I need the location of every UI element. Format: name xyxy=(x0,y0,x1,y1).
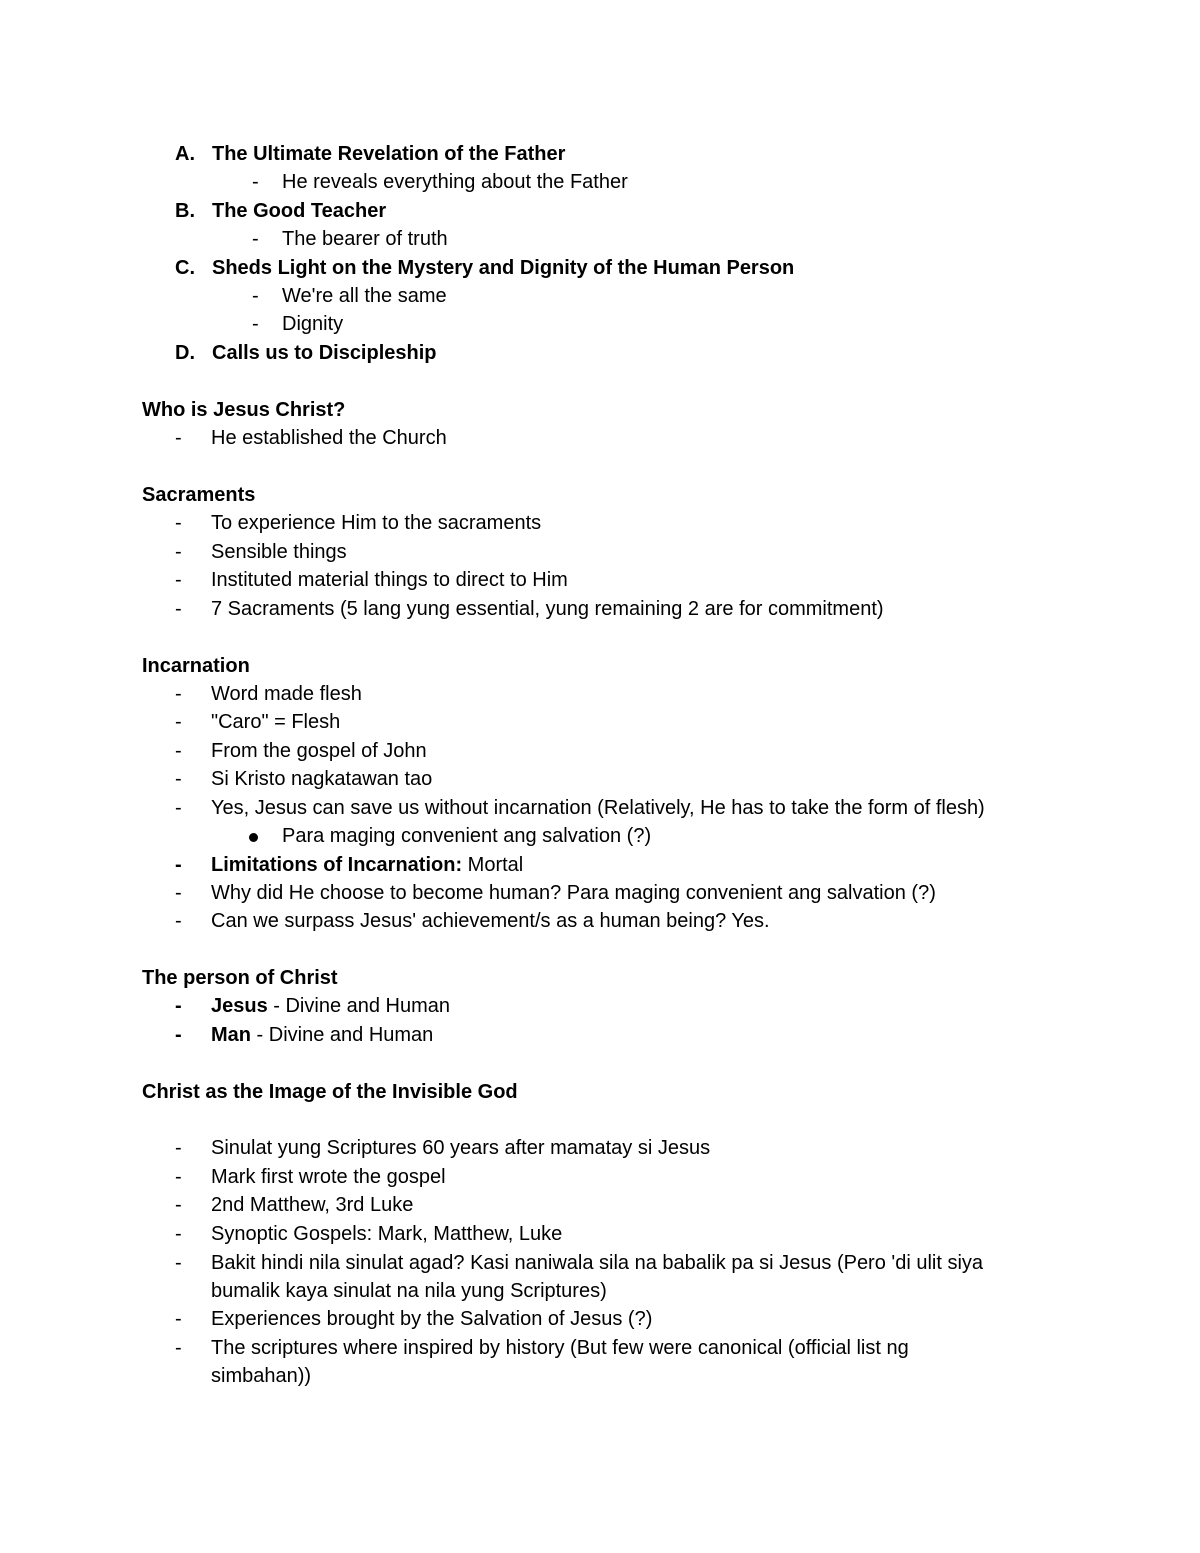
image-item-scriptures-line1: The scriptures where inspired by history (But few were canonical (official list ng xyxy=(211,1337,909,1359)
person-item-jesus-text: - Divine and Human xyxy=(267,995,451,1017)
dash-marker: - xyxy=(175,427,182,449)
bullet-dot-icon xyxy=(249,833,258,842)
person-item-jesus xyxy=(211,992,450,1020)
dash-marker: - xyxy=(175,1137,182,1159)
dash-marker: - xyxy=(175,995,182,1017)
outline-letter-d: D. xyxy=(175,342,195,364)
dash-marker: - xyxy=(175,683,182,705)
dash-marker: - xyxy=(175,1337,182,1359)
sacraments-item-4: 7 Sacraments (5 lang yung essential, yung remaining 2 are for commitment) xyxy=(211,598,884,620)
dash-marker: - xyxy=(175,910,182,932)
image-item-bakit-line2: bumalik kaya sinulat na nila yung Scriptures) xyxy=(211,1280,607,1302)
dash-marker: - xyxy=(252,313,259,335)
outline-title-b: The Good Teacher xyxy=(212,200,387,222)
limitations-label: Limitations of Incarnation: xyxy=(211,854,463,876)
image-item-scriptures-line2: simbahan)) xyxy=(211,1365,312,1387)
image-item-4: Synoptic Gospels: Mark, Matthew, Luke xyxy=(211,1223,563,1245)
outline-letter-b: B. xyxy=(175,200,195,222)
dash-marker: - xyxy=(252,285,259,307)
image-item-2: Mark first wrote the gospel xyxy=(211,1166,446,1188)
limitations-value: Mortal xyxy=(462,854,524,876)
dash-marker: - xyxy=(175,569,182,591)
dash-marker: - xyxy=(252,228,259,250)
image-item-experiences: Experiences brought by the Salvation of Jesus (?) xyxy=(211,1308,653,1330)
dash-marker: - xyxy=(175,768,182,790)
sacraments-item-2: Sensible things xyxy=(211,541,347,563)
image-item-3: 2nd Matthew, 3rd Luke xyxy=(211,1194,414,1216)
incarnation-sub-bullet: Para maging convenient ang salvation (?) xyxy=(282,825,652,847)
sacraments-item-3: Instituted material things to direct to Him xyxy=(211,569,568,591)
dash-marker: - xyxy=(175,1166,182,1188)
outline-letter-c: C. xyxy=(175,257,195,279)
dash-marker: - xyxy=(175,512,182,534)
dash-marker: - xyxy=(252,171,259,193)
dash-marker: - xyxy=(175,1223,182,1245)
heading-person-of-christ: The person of Christ xyxy=(142,967,338,989)
dash-marker: - xyxy=(175,797,182,819)
outline-title-d: Calls us to Discipleship xyxy=(212,342,437,364)
incarnation-item-2: "Caro" = Flesh xyxy=(211,711,341,733)
incarnation-item-why: Why did He choose to become human? Para maging convenient ang salvation (?) xyxy=(211,882,936,904)
incarnation-item-1: Word made flesh xyxy=(211,683,362,705)
dash-marker: - xyxy=(175,854,182,876)
heading-image-of-god: Christ as the Image of the Invisible God xyxy=(142,1081,518,1103)
image-item-1: Sinulat yung Scriptures 60 years after mamatay si Jesus xyxy=(211,1137,711,1159)
incarnation-item-4: Si Kristo nagkatawan tao xyxy=(211,768,433,790)
sacraments-item-1: To experience Him to the sacraments xyxy=(211,512,542,534)
person-item-man-text: - Divine and Human xyxy=(251,1024,434,1046)
outline-letter-a: A. xyxy=(175,143,195,165)
dash-marker: - xyxy=(175,1194,182,1216)
incarnation-item-5: Yes, Jesus can save us without incarnation (Relatively, He has to take the form of flesh) xyxy=(211,797,985,819)
outline-title-a: The Ultimate Revelation of the Father xyxy=(212,143,566,165)
dash-marker: - xyxy=(175,598,182,620)
heading-incarnation: Incarnation xyxy=(142,655,250,677)
outline-sub-c-1: We're all the same xyxy=(282,285,447,307)
outline-title-c: Sheds Light on the Mystery and Dignity of the Human Person xyxy=(212,257,795,279)
dash-marker: - xyxy=(175,1024,182,1046)
heading-who-is-jesus: Who is Jesus Christ? xyxy=(142,399,346,421)
heading-sacraments: Sacraments xyxy=(142,484,256,506)
incarnation-limitations xyxy=(211,851,523,879)
dash-marker: - xyxy=(175,882,182,904)
person-item-man-label: Man xyxy=(211,1024,251,1046)
dash-marker: - xyxy=(175,711,182,733)
person-item-jesus-label: Jesus xyxy=(211,995,268,1017)
dash-marker: - xyxy=(175,1252,182,1274)
outline-sub-c-2: Dignity xyxy=(282,313,344,335)
dash-marker: - xyxy=(175,541,182,563)
outline-sub-b-1: The bearer of truth xyxy=(282,228,448,250)
dash-marker: - xyxy=(175,740,182,762)
incarnation-item-3: From the gospel of John xyxy=(211,740,427,762)
image-item-bakit-line1: Bakit hindi nila sinulat agad? Kasi naniwala sila na babalik pa si Jesus (Pero 'di ulit siya xyxy=(211,1252,984,1274)
who-item-1: He established the Church xyxy=(211,427,447,449)
dash-marker: - xyxy=(175,1308,182,1330)
incarnation-item-surpass: Can we surpass Jesus' achievement/s as a human being? Yes. xyxy=(211,910,770,932)
outline-sub-a-1: He reveals everything about the Father xyxy=(282,171,628,193)
person-item-man xyxy=(211,1021,433,1049)
